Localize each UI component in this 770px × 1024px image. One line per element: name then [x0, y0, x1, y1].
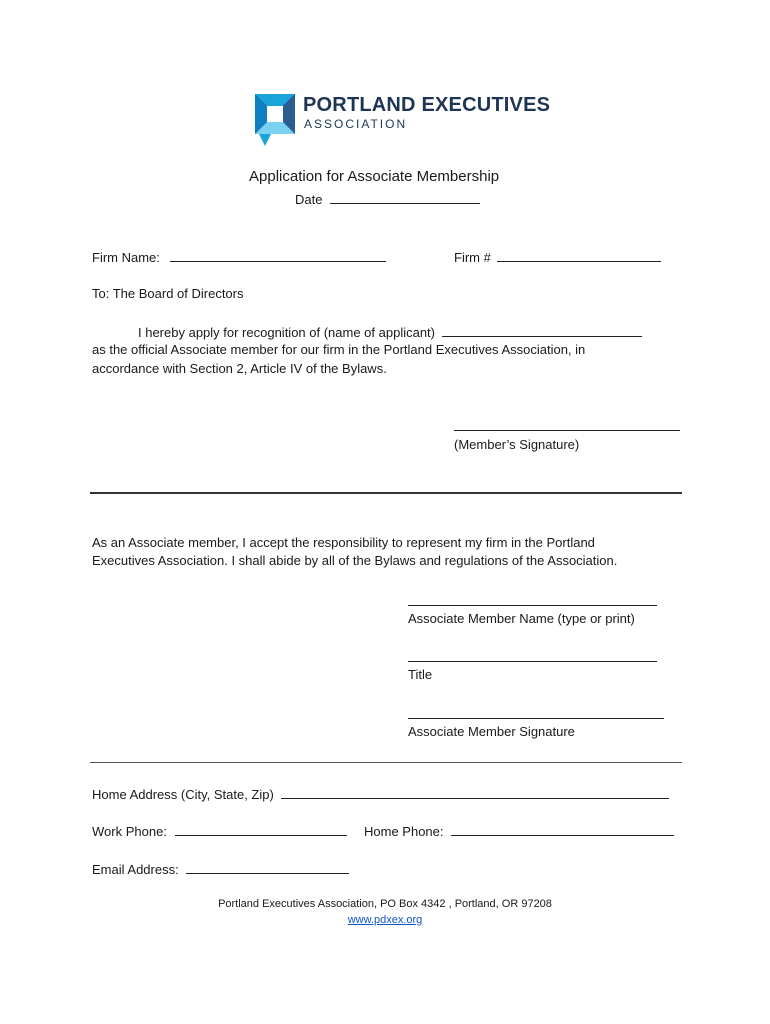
- home-address-row: [92, 785, 669, 803]
- home-phone-field[interactable]: [451, 822, 674, 836]
- footer-address: Portland Executives Association, PO Box 4342 , Portland, OR 97208: [218, 898, 552, 910]
- associate-signature-label: Associate Member Signature: [408, 724, 575, 739]
- firm-number-field[interactable]: [497, 248, 661, 262]
- work-phone-row: [92, 822, 347, 840]
- date-field[interactable]: [330, 190, 480, 204]
- firm-name-label: Firm Name:: [92, 250, 160, 265]
- home-phone-label: Home Phone:: [364, 824, 444, 839]
- website-link[interactable]: www.pdxex.org: [347, 914, 423, 926]
- applicant-name-field[interactable]: [442, 323, 642, 337]
- work-phone-field[interactable]: [175, 822, 347, 836]
- section-divider: [90, 492, 682, 494]
- apply-line-1: I hereby apply for recognition of (name of applicant): [138, 325, 436, 340]
- home-address-label: Home Address (City, State, Zip): [92, 787, 274, 802]
- member-signature-field[interactable]: [454, 430, 680, 431]
- firm-number-label: Firm #: [454, 250, 491, 265]
- title-label: Title: [408, 667, 433, 682]
- home-address-field[interactable]: [281, 785, 669, 799]
- member-signature-label: (Member’s Signature): [454, 437, 580, 452]
- home-phone-row: [364, 822, 674, 840]
- associate-name-label: Associate Member Name (type or print): [408, 611, 635, 626]
- accept-line-2: Executives Association. I shall abide by all of the Bylaws and regulations of the Association.: [92, 553, 618, 568]
- date-label: Date: [295, 192, 323, 207]
- firm-name-row: [92, 248, 386, 266]
- applicant-row: [138, 323, 642, 341]
- email-label: Email Address:: [92, 862, 179, 877]
- associate-signature-field[interactable]: [408, 718, 664, 719]
- apply-line-2: as the official Associate member for our firm in the Portland Executives Association, in: [92, 342, 586, 357]
- form-title: Application for Associate Membership: [249, 168, 500, 185]
- org-logo: [255, 94, 551, 148]
- email-field[interactable]: [186, 860, 349, 874]
- work-phone-label: Work Phone:: [92, 824, 167, 839]
- firm-name-field[interactable]: [170, 248, 386, 262]
- firm-number-row: [454, 248, 661, 266]
- apply-line-3: accordance with Section 2, Article IV of the Bylaws.: [92, 361, 387, 376]
- org-name: PORTLAND EXECUTIVES: [303, 94, 551, 116]
- org-subtitle: ASSOCIATION: [304, 117, 408, 131]
- to-line: To: The Board of Directors: [92, 286, 244, 301]
- footer-website-row: [0, 913, 770, 927]
- associate-name-field[interactable]: [408, 605, 657, 606]
- accept-line-1: As an Associate member, I accept the responsibility to represent my firm in the Portland: [92, 535, 595, 550]
- title-field[interactable]: [408, 661, 657, 662]
- email-row: [92, 860, 349, 878]
- date-row: [295, 190, 480, 208]
- contact-divider: [90, 762, 682, 763]
- square-emblem-icon: [255, 94, 295, 146]
